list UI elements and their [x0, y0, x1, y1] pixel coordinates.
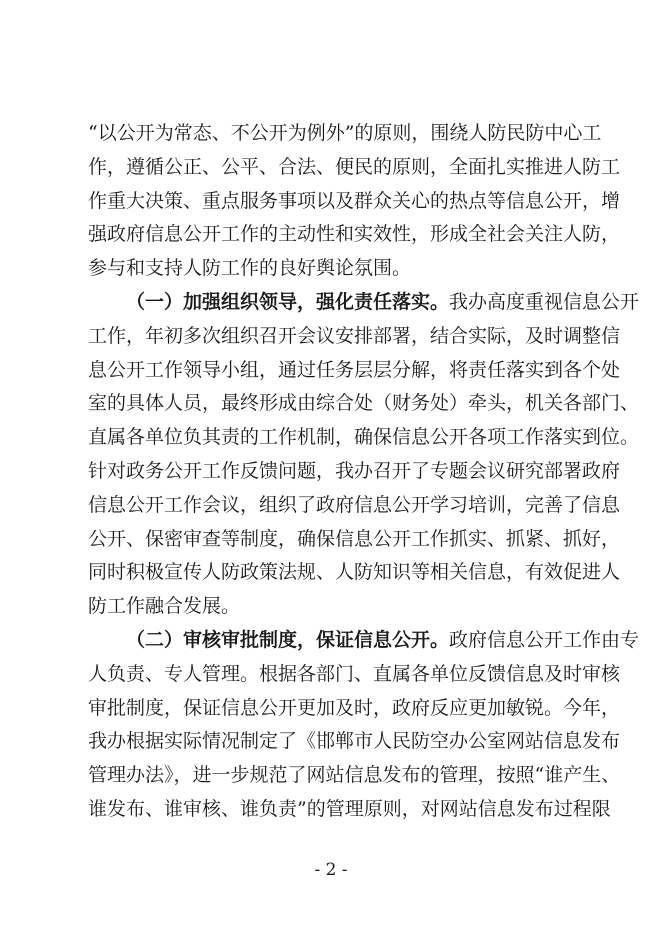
text-line: 人负责、专人管理。根据各部门、直属各单位反馈信息及时审核	[88, 662, 621, 685]
text-line: 审批制度，保证信息公开更加及时，政府反应更加敏锐。今年，	[88, 696, 621, 719]
text-line: 作重大决策、重点服务事项以及群众关心的热点等信息公开，增	[88, 189, 621, 212]
text-line: 防工作融合发展。	[88, 595, 241, 618]
section-1-paragraph	[88, 286, 640, 624]
page-number: - 2 -	[314, 860, 348, 880]
text-line: 息公开工作领导小组，通过任务层层分解，将责任落实到各个处	[88, 358, 621, 381]
text-line: 我办根据实际情况制定了《邯郸市人民防空办公室网站信息发布	[88, 730, 621, 753]
section-2-paragraph	[88, 624, 640, 827]
text-line: 针对政务公开工作反馈问题，我办召开了专题会议研究部署政府	[88, 459, 621, 482]
text-line: 作，遵循公正、公平、合法、便民的原则，全面扎实推进人防工	[88, 155, 621, 178]
text-line: 管理办法》，进一步规范了网站信息发布的管理，按照“谁产生、	[88, 764, 621, 787]
text-line: 直属各单位负其责的工作机制，确保信息公开各项工作落实到位。	[88, 426, 640, 449]
text-line: 工作，年初多次组织召开会议安排部署，结合实际，及时调整信	[88, 324, 621, 347]
intro-paragraph	[88, 117, 621, 286]
text-span: 政府信息公开工作由专	[449, 628, 640, 651]
text-line	[88, 286, 640, 320]
document-body	[88, 117, 640, 827]
text-line: 谁发布、谁审核、谁负责”的管理原则，对网站信息发布过程限	[88, 797, 611, 820]
text-line	[88, 624, 640, 658]
text-line: 强政府信息公开工作的主动性和实效性，形成全社会关注人防，	[88, 223, 621, 246]
text-line: 公开、保密审查等制度，确保信息公开工作抓实、抓紧、抓好，	[88, 527, 621, 550]
section-heading: （一）加强组织领导，强化责任落实。	[126, 290, 450, 313]
text-line: “以公开为常态、不公开为例外”的原则，围绕人防民防中心工	[88, 122, 602, 144]
text-span: 我办高度重视信息公开	[449, 290, 640, 313]
text-line: 信息公开工作会议，组织了政府信息公开学习培训，完善了信息	[88, 493, 621, 516]
section-heading: （二）审核审批制度，保证信息公开。	[126, 628, 450, 651]
text-line: 同时积极宣传人防政策法规、人防知识等相关信息，有效促进人	[88, 561, 621, 584]
text-line: 参与和支持人防工作的良好舆论氛围。	[88, 257, 412, 280]
text-line: 室的具体人员，最终形成由综合处（财务处）牵头，机关各部门、	[88, 392, 640, 415]
